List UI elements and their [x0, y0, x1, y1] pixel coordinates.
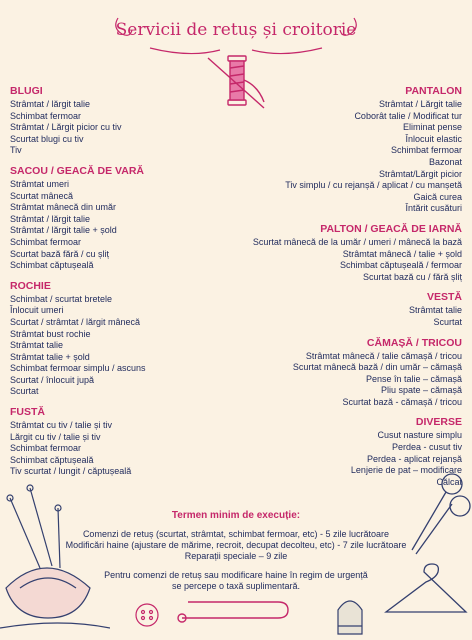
service-item: Scurtat bază - cămașă / tricou — [342, 396, 462, 407]
service-item: Strâmtat cu tiv / talie și tiv — [10, 420, 113, 431]
terms-line: Reparații speciale – 9 zile — [184, 551, 288, 561]
service-item: Strâmtat talie + șold — [10, 351, 90, 362]
section-camasa — [172, 337, 462, 409]
service-item: Bazonat — [428, 156, 462, 167]
service-item: Schimbat / scurtat bretele — [10, 293, 113, 304]
service-item: Schimbat căptușeală — [10, 260, 94, 271]
service-item: Strâmtat talie — [408, 305, 462, 316]
section-palton — [172, 223, 462, 283]
service-item: Strâmtat bust rochie — [10, 328, 91, 339]
service-item: Cusut nasture simplu — [377, 430, 462, 441]
service-item: Gaică curea — [413, 191, 462, 202]
service-item: Schimbat fermoar — [390, 145, 462, 156]
service-item: Strâmtat umeri — [10, 178, 70, 189]
section-title: PALTON / GEACĂ DE IARNĂ — [320, 222, 462, 235]
service-item: Lărgit cu tiv / talie și tiv — [10, 431, 101, 442]
service-item: Scurtat / strâmtat / lărgit mânecă — [10, 316, 141, 327]
service-item: Eliminat pense — [402, 122, 462, 133]
service-item: Scurtat / înlocuit jupă — [10, 374, 95, 385]
service-item: Scurtat bază cu / fără șliț — [362, 271, 462, 282]
service-item: Înlocuit umeri — [10, 305, 64, 316]
terms-title: Termen minim de execuție: — [171, 510, 301, 521]
terms-line: Modificări haine (ajustare de mărime, recroit, decupat decolteu, etc) - 7 zile lucrătoare — [65, 540, 407, 550]
hanger-icon — [378, 560, 472, 640]
service-item: Schimbat fermoar simplu / ascuns — [10, 363, 146, 374]
section-title: FUSTĂ — [10, 406, 45, 419]
section-pantalon — [172, 85, 462, 215]
service-item: Schimbat fermoar — [10, 110, 82, 121]
service-item: Strâmtat mânecă / talie cămașă / tricou — [305, 350, 462, 361]
section-title: PANTALON — [405, 85, 462, 97]
urgency-note: Pentru comenzi de retuș sau modificare haine în regim de urgență — [104, 570, 368, 580]
service-item: Scurtat — [10, 386, 39, 397]
section-title: VESTĂ — [426, 291, 462, 304]
service-item: Tiv simplu / cu rejanșă / aplicat / cu manșetă — [285, 180, 462, 191]
section-title: BLUGI — [10, 85, 43, 97]
service-item: Scurtat mânecă — [10, 190, 74, 201]
service-item: Strâmtat mânecă din umăr — [10, 202, 117, 213]
service-item: Lenjerie de pat – modificare — [350, 465, 462, 476]
service-item: Perdea - cusut tiv — [391, 442, 462, 453]
service-item: Strâmtat / lărgit talie + șold — [10, 225, 117, 236]
service-item: Coborât talie / Modificat tur — [354, 110, 462, 121]
service-item: Pliu spate – cămașă — [380, 385, 462, 396]
service-item: Scurtat bază fără / cu șliț — [10, 248, 110, 259]
service-item: Scurtat blugi cu tiv — [10, 133, 84, 144]
service-item: Perdea - aplicat rejanșă — [366, 453, 462, 464]
urgency-note: se percepe o taxă suplimentară. — [171, 581, 301, 591]
scissors-icon — [402, 470, 472, 560]
page-title: Servicii de retuș și croitorie — [115, 20, 357, 40]
service-item: Schimbat fermoar — [10, 443, 82, 454]
service-item: Călcat — [436, 476, 462, 487]
service-item: Schimbat căptușeală / fermoar — [339, 260, 462, 271]
thimble-icon — [330, 590, 370, 640]
service-item: Strâmtat talie — [10, 340, 64, 351]
service-item: Schimbat fermoar — [10, 236, 82, 247]
service-item: Schimbat căptușeală — [10, 454, 94, 465]
right-column — [172, 85, 462, 496]
safety-pin-icon — [176, 596, 296, 640]
service-item: Tiv scurtat / lungit / căptușeală — [10, 466, 132, 477]
section-title: CĂMAȘĂ / TRICOU — [366, 336, 462, 349]
service-item: Scurtat mânecă bază / din umăr – cămașă — [292, 362, 462, 373]
terms-line: Comenzi de retuș (scurtat, strâmtat, schimbat fermoar, etc) - 5 zile lucrătoare — [82, 529, 390, 539]
service-item: Strâmtat / lărgit talie — [10, 99, 91, 109]
section-vesta — [172, 291, 462, 328]
pincushion-icon — [0, 478, 110, 640]
service-item: Strâmtat / Lărgit talie — [378, 99, 462, 109]
section-title: DIVERSE — [415, 416, 462, 429]
service-item: Strâmtat / lărgit talie — [10, 213, 91, 224]
button-icon — [132, 600, 162, 630]
service-item: Scurtat mânecă de la umăr / umeri / mânecă la bază — [252, 236, 462, 247]
service-item: Scurtat — [433, 316, 462, 327]
service-item: Pense în talie – cămașă — [365, 373, 462, 384]
service-item: Strâmtat mânecă / talie + șold — [342, 248, 462, 259]
section-title: ROCHIE — [10, 279, 51, 292]
service-item: Întărit cusături — [405, 203, 462, 214]
service-item: Strâmtat/Lărgit picior — [378, 168, 462, 179]
service-item: Strâmtat / Lărgit picior cu tiv — [10, 122, 122, 133]
service-item: Înlocuit elastic — [405, 133, 462, 144]
section-title: SACOU / GEACĂ DE VARĂ — [10, 164, 144, 177]
service-item: Tiv — [10, 145, 22, 156]
